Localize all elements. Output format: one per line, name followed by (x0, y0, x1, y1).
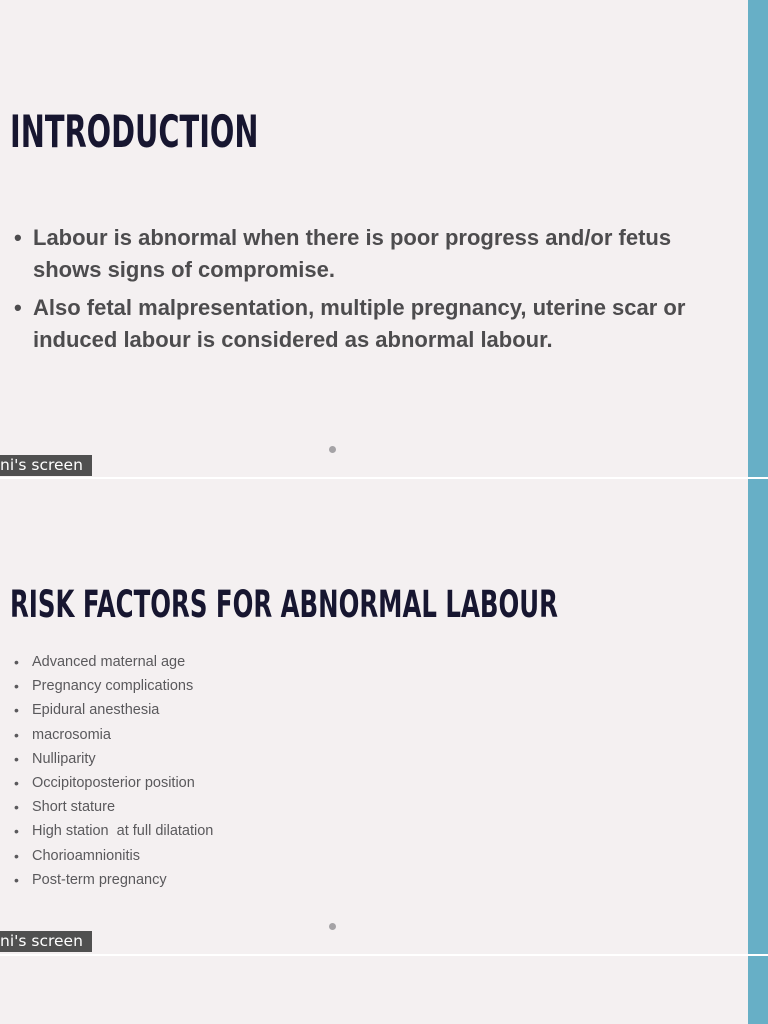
slide-title: INTRODUCTION (10, 106, 259, 158)
bullet-text: macrosomia (32, 726, 111, 743)
bullet-icon: • (14, 726, 19, 743)
bullet-icon: • (14, 823, 19, 840)
bullet-text: Also fetal malpresentation, multiple pregnancy, uterine scar or induced labour is considered as abnormal labour. (33, 295, 686, 352)
list-item (14, 747, 614, 771)
bullet-icon: • (14, 775, 19, 792)
bullet-text: Occipitoposterior position (32, 775, 195, 792)
screen-share-label: ni's screen (0, 931, 92, 952)
bullet-icon: • (14, 702, 19, 719)
bullet-text: Post-term pregnancy (32, 871, 167, 888)
list-item (14, 868, 614, 892)
screen-share-label: ni's screen (0, 455, 92, 476)
bullet-text: Nulliparity (32, 750, 96, 767)
bullet-text: Chorioamnionitis (32, 847, 140, 864)
list-item (14, 698, 614, 722)
bullet-list (14, 650, 614, 892)
bullet-icon: • (14, 225, 22, 250)
slide-title: RISK FACTORS FOR ABNORMAL LABOUR (10, 582, 558, 626)
bullet-icon: • (14, 750, 19, 767)
bullet-text: Short stature (32, 799, 116, 816)
bullet-icon: • (14, 799, 19, 816)
bullet-icon: • (14, 295, 22, 320)
slide-risk-factors (0, 479, 768, 954)
slide-accent-bar (748, 479, 768, 954)
slide-dot-icon (329, 446, 336, 453)
bullet-icon: • (14, 678, 19, 695)
bullet-list (14, 222, 704, 362)
slide-introduction (0, 0, 768, 477)
bullet-text: Epidural anesthesia (32, 702, 160, 719)
list-item (14, 844, 614, 868)
list-item (14, 819, 614, 843)
bullet-text: High station at full dilatation (32, 823, 214, 840)
bullet-icon: • (14, 654, 19, 670)
slide-next-partial (0, 956, 768, 1024)
list-item (14, 795, 614, 819)
list-item (14, 650, 614, 674)
bullet-text: Advanced maternal age (32, 654, 186, 670)
list-item (14, 222, 704, 286)
slide-accent-bar (748, 0, 768, 477)
list-item (14, 771, 614, 795)
slide-dot-icon (329, 923, 336, 930)
bullet-icon: • (14, 847, 19, 864)
bullet-text: Labour is abnormal when there is poor progress and/or fetus shows signs of compromise. (33, 225, 672, 282)
slide-accent-bar (748, 956, 768, 1024)
list-item (14, 674, 614, 698)
bullet-icon: • (14, 871, 19, 888)
list-item (14, 723, 614, 747)
list-item (14, 292, 704, 356)
bullet-text: Pregnancy complications (32, 678, 194, 695)
